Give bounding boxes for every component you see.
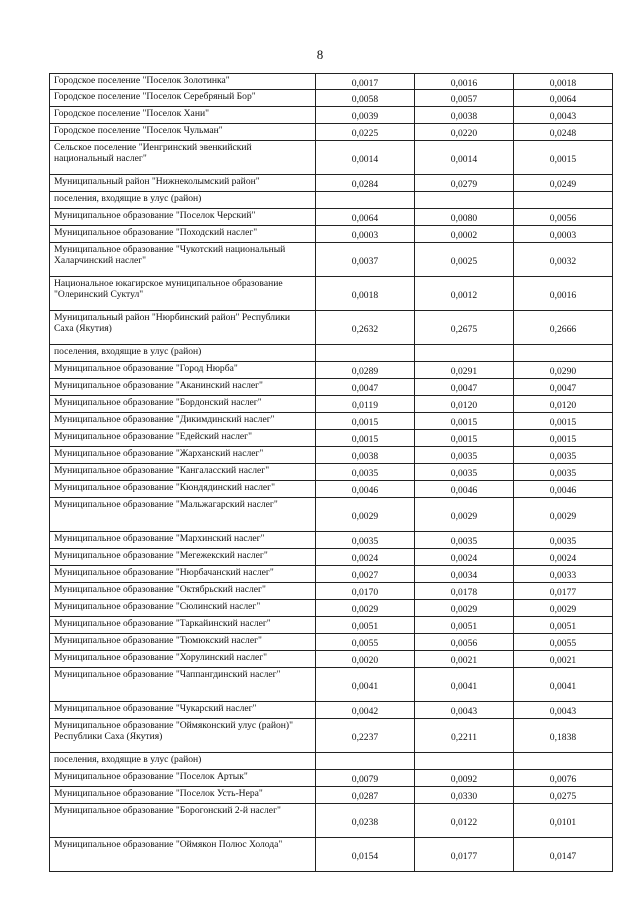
row-value-cell-2: 0,0038 (415, 107, 514, 124)
table-row (50, 804, 613, 838)
row-value-cell-1: 0,0029 (316, 498, 415, 532)
table-row (50, 838, 613, 872)
row-value-cell-3: 0,0055 (514, 634, 613, 651)
row-value-cell-3: 0,0029 (514, 600, 613, 617)
row-value-cell-1: 0,0038 (316, 447, 415, 464)
row-name-cell: Муниципальное образование "Бордонский наслег" (50, 396, 316, 413)
row-value-cell-1: 0,0029 (316, 600, 415, 617)
row-value-cell-2: 0,0024 (415, 549, 514, 566)
row-value-cell-1: 0,0018 (316, 277, 415, 311)
row-value-cell-3: 0,0290 (514, 362, 613, 379)
row-value-cell-1: 0,0041 (316, 668, 415, 702)
row-value-cell-2: 0,0120 (415, 396, 514, 413)
row-name-cell: Муниципальное образование "Октябрьский наслег" (50, 583, 316, 600)
row-value-cell-3: 0,0015 (514, 413, 613, 430)
row-value-cell-3: 0,0043 (514, 107, 613, 124)
row-value-cell-1: 0,0003 (316, 226, 415, 243)
table-row (50, 668, 613, 702)
row-value-cell-3: 0,0147 (514, 838, 613, 872)
row-value-cell-1: 0,0015 (316, 413, 415, 430)
row-name-cell: Муниципальное образование "Поселок Артык" (50, 770, 316, 787)
row-value-cell-1: 0,0014 (316, 141, 415, 175)
row-value-cell-2: 0,0035 (415, 447, 514, 464)
table-row (50, 787, 613, 804)
row-name-cell: Муниципальное образование "Поселок Усть-Нера" (50, 787, 316, 804)
row-value-cell-2: 0,0015 (415, 430, 514, 447)
table-row (50, 379, 613, 396)
row-value-cell-1: 0,0035 (316, 532, 415, 549)
row-name-cell: Муниципальное образование "Хорулинский наслег" (50, 651, 316, 668)
row-name-cell: Муниципальное образование "Мархинский наслег" (50, 532, 316, 549)
row-value-cell-3: 0,1838 (514, 719, 613, 753)
row-value-cell-2: 0,0057 (415, 90, 514, 107)
row-value-cell-1: 0,0017 (316, 74, 415, 90)
row-value-cell-1: 0,2237 (316, 719, 415, 753)
row-value-cell-2: 0,0279 (415, 175, 514, 192)
row-value-cell-3: 0,0101 (514, 804, 613, 838)
row-value-cell-1: 0,0024 (316, 549, 415, 566)
row-value-cell-1: 0,0154 (316, 838, 415, 872)
table-row (50, 362, 613, 379)
row-value-cell-2: 0,0046 (415, 481, 514, 498)
row-name-cell: Муниципальное образование "Мегежекский наслег" (50, 549, 316, 566)
row-value-cell-2: 0,0021 (415, 651, 514, 668)
row-value-cell-1 (316, 753, 415, 770)
row-value-cell-1: 0,0046 (316, 481, 415, 498)
table-row (50, 277, 613, 311)
row-name-cell: Сельское поселение "Иенгринский эвенкийский национальный наслег" (50, 141, 316, 175)
row-name-cell: Муниципальное образование "Кангаласский наслег" (50, 464, 316, 481)
row-value-cell-3: 0,0003 (514, 226, 613, 243)
row-value-cell-2: 0,0047 (415, 379, 514, 396)
row-value-cell-3: 0,0046 (514, 481, 613, 498)
table-row (50, 464, 613, 481)
row-value-cell-3: 0,0056 (514, 209, 613, 226)
row-name-cell: Городское поселение "Поселок Хани" (50, 107, 316, 124)
row-name-cell: Муниципальный район "Нюрбинский район" Республики Саха (Якутия) (50, 311, 316, 345)
row-value-cell-3: 0,0035 (514, 447, 613, 464)
table-row (50, 345, 613, 362)
row-value-cell-3 (514, 345, 613, 362)
table-row (50, 124, 613, 141)
table-row (50, 226, 613, 243)
row-name-cell: Муниципальное образование "Чаппангдинский наслег" (50, 668, 316, 702)
row-value-cell-2: 0,0035 (415, 464, 514, 481)
row-value-cell-2: 0,0015 (415, 413, 514, 430)
row-name-cell: Городское поселение "Поселок Серебряный Бор" (50, 90, 316, 107)
row-name-cell: Муниципальное образование "Дикимдинский наслег" (50, 413, 316, 430)
row-name-cell: Муниципальное образование "Таркайинский наслег" (50, 617, 316, 634)
table-row (50, 243, 613, 277)
row-value-cell-2 (415, 192, 514, 209)
table-row (50, 90, 613, 107)
row-value-cell-1: 0,0035 (316, 464, 415, 481)
row-value-cell-3: 0,0064 (514, 90, 613, 107)
table-row (50, 651, 613, 668)
row-name-cell: Национальное юкагирское муниципальное образование "Олеринский Суктул" (50, 277, 316, 311)
table-row (50, 481, 613, 498)
row-name-cell: Муниципальное образование "Оймякон Полюс Холода" (50, 838, 316, 872)
table-row (50, 583, 613, 600)
row-value-cell-2: 0,0330 (415, 787, 514, 804)
row-value-cell-1: 0,0079 (316, 770, 415, 787)
row-value-cell-2: 0,0092 (415, 770, 514, 787)
row-value-cell-1: 0,0020 (316, 651, 415, 668)
table-row (50, 447, 613, 464)
row-value-cell-3: 0,0035 (514, 464, 613, 481)
row-value-cell-1: 0,2632 (316, 311, 415, 345)
row-value-cell-3: 0,0018 (514, 74, 613, 90)
row-name-cell: Муниципальный район "Нижнеколымский район" (50, 175, 316, 192)
row-value-cell-2: 0,0056 (415, 634, 514, 651)
row-value-cell-2: 0,0291 (415, 362, 514, 379)
table-row (50, 566, 613, 583)
row-value-cell-1: 0,0042 (316, 702, 415, 719)
row-value-cell-3: 0,0076 (514, 770, 613, 787)
table-row (50, 600, 613, 617)
row-value-cell-2: 0,0016 (415, 74, 514, 90)
row-value-cell-1: 0,0058 (316, 90, 415, 107)
table-row (50, 396, 613, 413)
row-value-cell-3 (514, 192, 613, 209)
row-name-cell: Муниципальное образование "Аканинский наслег" (50, 379, 316, 396)
row-value-cell-2: 0,0002 (415, 226, 514, 243)
row-name-cell: Городское поселение "Поселок Чульман" (50, 124, 316, 141)
row-value-cell-3: 0,0043 (514, 702, 613, 719)
row-value-cell-3: 0,0024 (514, 549, 613, 566)
row-value-cell-3: 0,2666 (514, 311, 613, 345)
row-value-cell-1: 0,0287 (316, 787, 415, 804)
municipal-coefficients-table (49, 73, 613, 872)
table-row (50, 702, 613, 719)
row-value-cell-1: 0,0047 (316, 379, 415, 396)
row-value-cell-3: 0,0033 (514, 566, 613, 583)
table-row (50, 311, 613, 345)
row-name-cell: Муниципальное образование "Нюрбачанский наслег" (50, 566, 316, 583)
row-value-cell-2: 0,0080 (415, 209, 514, 226)
row-name-cell: поселения, входящие в улус (район) (50, 753, 316, 770)
row-value-cell-3: 0,0047 (514, 379, 613, 396)
row-value-cell-3: 0,0015 (514, 430, 613, 447)
row-name-cell: поселения, входящие в улус (район) (50, 192, 316, 209)
row-value-cell-2 (415, 345, 514, 362)
row-value-cell-1: 0,0284 (316, 175, 415, 192)
row-value-cell-3: 0,0032 (514, 243, 613, 277)
page-number: 8 (316, 47, 324, 62)
row-value-cell-3: 0,0035 (514, 532, 613, 549)
row-name-cell: Муниципальное образование "Поселок Черский" (50, 209, 316, 226)
table-row (50, 549, 613, 566)
row-value-cell-1: 0,0037 (316, 243, 415, 277)
row-value-cell-2: 0,0051 (415, 617, 514, 634)
row-value-cell-1 (316, 345, 415, 362)
row-value-cell-3: 0,0021 (514, 651, 613, 668)
row-value-cell-3: 0,0029 (514, 498, 613, 532)
row-value-cell-1: 0,0027 (316, 566, 415, 583)
row-value-cell-1: 0,0225 (316, 124, 415, 141)
table-row (50, 107, 613, 124)
row-name-cell: Муниципальное образование "Оймяконский улус (район)" Республики Саха (Якутия) (50, 719, 316, 753)
table-row (50, 192, 613, 209)
row-value-cell-1: 0,0238 (316, 804, 415, 838)
row-name-cell: Муниципальное образование "Едейский наслег" (50, 430, 316, 447)
row-name-cell: Муниципальное образование "Мальжагарский наслег" (50, 498, 316, 532)
table-body (50, 74, 613, 872)
row-value-cell-3: 0,0177 (514, 583, 613, 600)
row-value-cell-3: 0,0016 (514, 277, 613, 311)
row-name-cell: поселения, входящие в улус (район) (50, 345, 316, 362)
row-value-cell-2: 0,0029 (415, 600, 514, 617)
row-value-cell-2: 0,0122 (415, 804, 514, 838)
table-row (50, 413, 613, 430)
row-value-cell-2: 0,0220 (415, 124, 514, 141)
row-value-cell-3: 0,0249 (514, 175, 613, 192)
row-value-cell-2: 0,0014 (415, 141, 514, 175)
table-row (50, 617, 613, 634)
row-value-cell-2: 0,0034 (415, 566, 514, 583)
row-value-cell-2 (415, 753, 514, 770)
table-row (50, 634, 613, 651)
row-value-cell-3: 0,0015 (514, 141, 613, 175)
row-value-cell-1: 0,0289 (316, 362, 415, 379)
row-value-cell-1: 0,0170 (316, 583, 415, 600)
table-row (50, 753, 613, 770)
row-value-cell-3: 0,0051 (514, 617, 613, 634)
row-value-cell-1: 0,0039 (316, 107, 415, 124)
row-value-cell-2: 0,0043 (415, 702, 514, 719)
row-value-cell-2: 0,0177 (415, 838, 514, 872)
row-value-cell-1: 0,0055 (316, 634, 415, 651)
row-value-cell-1: 0,0119 (316, 396, 415, 413)
row-name-cell: Муниципальное образование "Жарханский наслег" (50, 447, 316, 464)
row-value-cell-1: 0,0051 (316, 617, 415, 634)
row-value-cell-3: 0,0248 (514, 124, 613, 141)
row-name-cell: Муниципальное образование "Тюмюкский наслег" (50, 634, 316, 651)
row-value-cell-2: 0,2211 (415, 719, 514, 753)
table-row (50, 175, 613, 192)
row-value-cell-2: 0,2675 (415, 311, 514, 345)
row-value-cell-3: 0,0275 (514, 787, 613, 804)
row-value-cell-1: 0,0015 (316, 430, 415, 447)
row-name-cell: Муниципальное образование "Сюлинский наслег" (50, 600, 316, 617)
row-value-cell-2: 0,0041 (415, 668, 514, 702)
table-row (50, 498, 613, 532)
row-name-cell: Городское поселение "Поселок Золотинка" (50, 74, 316, 90)
table-row (50, 74, 613, 90)
row-value-cell-3: 0,0041 (514, 668, 613, 702)
table-row (50, 532, 613, 549)
row-value-cell-2: 0,0178 (415, 583, 514, 600)
table-row (50, 430, 613, 447)
table-row (50, 141, 613, 175)
row-name-cell: Муниципальное образование "Чукотский национальный Халарчинский наслег" (50, 243, 316, 277)
row-value-cell-1 (316, 192, 415, 209)
row-value-cell-2: 0,0029 (415, 498, 514, 532)
row-value-cell-2: 0,0035 (415, 532, 514, 549)
row-name-cell: Муниципальное образование "Борогонский 2-й наслег" (50, 804, 316, 838)
row-name-cell: Муниципальное образование "Город Нюрба" (50, 362, 316, 379)
row-name-cell: Муниципальное образование "Походский наслег" (50, 226, 316, 243)
row-value-cell-2: 0,0012 (415, 277, 514, 311)
row-name-cell: Муниципальное образование "Кюндядинский наслег" (50, 481, 316, 498)
table-row (50, 719, 613, 753)
row-value-cell-1: 0,0064 (316, 209, 415, 226)
row-value-cell-3 (514, 753, 613, 770)
row-name-cell: Муниципальное образование "Чукарский наслег" (50, 702, 316, 719)
row-value-cell-2: 0,0025 (415, 243, 514, 277)
table-row (50, 770, 613, 787)
row-value-cell-3: 0,0120 (514, 396, 613, 413)
table-row (50, 209, 613, 226)
